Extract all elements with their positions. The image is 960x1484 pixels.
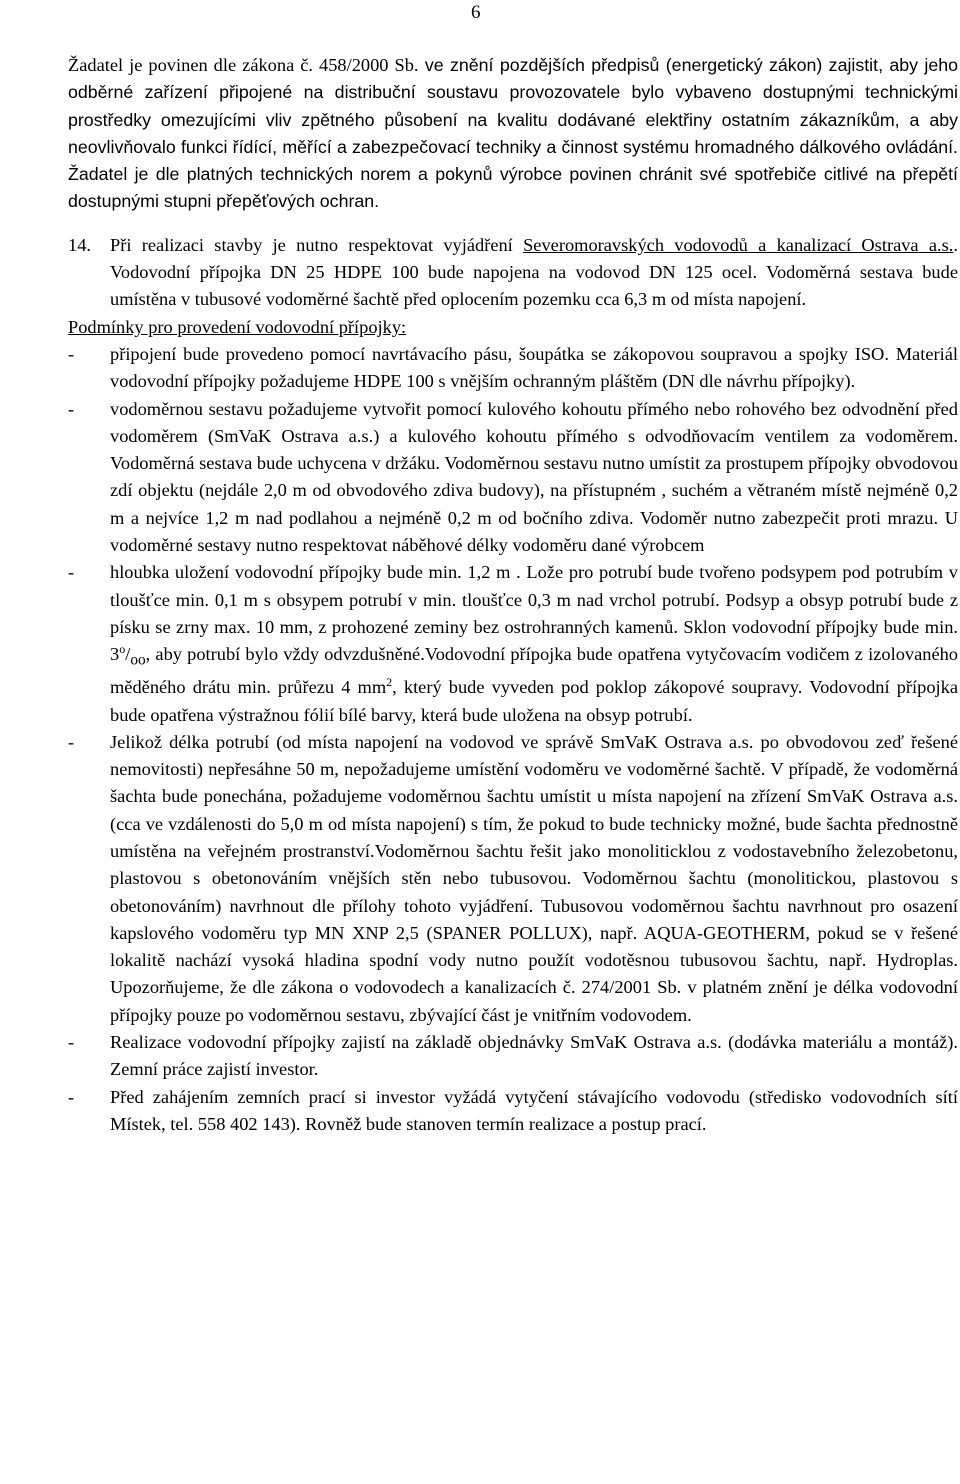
list-item-text: připojení bude provedeno pomocí navrtávacího pásu, šoupátka se zákopovou soupravou a spojky ISO. Materiál vodovodní přípojky požadujeme HDPE 100 s vnějším ochranným pláštěm (DN dle návrhu přípojky). (110, 343, 958, 392)
section-14-text-before: Při realizaci stavby je nutno respektovat vyjádření (110, 234, 524, 255)
intro-paragraph (68, 52, 958, 216)
section-14 (68, 232, 958, 314)
bullet-dash: - (68, 1032, 75, 1053)
text-segment: / (125, 644, 131, 665)
list-item-text: Jelikož délka potrubí (od místa napojení na vodovod ve správě SmVaK Ostrava a.s. po obvodovou zeď řešené nemovitosti) nepřesáhne 50 m, nepožadujeme umístění vodoměru ve vodoměrné šachtě. V případě, že vodoměrná šachta bude ponechána, požadujeme vodoměrnou šachtu umístit u místa napojení na zřízení SmVaK Ostrava a.s. (cca ve vzdálenosti do 5,0 m od místa napojení) s tím, že pokud to bude technicky možné, bude šachta přednostně umístěna na veřejném prostranství.Vodoměrnou šachtu řešit jako monoliticklou z vodostavebního železobetonu, plastovou s obetonováním vnějších stěn nebo tubusovou. Vodoměrnou šachtu (monolitickou, plastovou s obetonováním) navrhnout dle přílohy tohoto vyjádření. Tubusovou vodoměrnou šachtu navrhnout pro osazení kapslového vodoměru typ MN XNP 2,5 (SPANER POLLUX), např. AQUA-GEOTHERM, pokud se v řešené lokalitě nachází vysoká hladina spodní vody nutno použít vodotěsnou tubusovou šachtu, např. Hydroplas. Upozorňujeme, že dle zákona o vodovodech a kanalizacích č. 274/2001 Sb. v platném znění je délka vodovodní přípojky pouze po vodoměrnou sestavu, zbývající část je vnitřním vodovodem. (110, 731, 958, 1025)
bullet-dash: - (68, 343, 75, 364)
list-item-text: vodoměrnou sestavu požadujeme vytvořit pomocí kulového kohoutu přímého nebo rohového bez odvodnění před vodoměrem (SmVaK Ostrava a.s.) a kulového kohoutu přímého s odvodňovacím ventilem za vodoměrem. Vodoměrná sestava bude uchycena v držáku. Vodoměrnou sestavu nutno umístit za prostupem přípojky obvodovou zdí objektu (nejdále 2,0 m od obvodového zdiva budovy), na přístupném , suchém a větraném místě nejméně 0,2 m a nejvíce 1,2 m nad podlahou a nejméně 0,2 m od bočního zdiva. Vodoměr nutno zabezpečit proti mrazu. U vodoměrné sestavy nutno respektovat náběhové délky vodoměru dané výrobcem (110, 398, 958, 556)
intro-lead-text: Žadatel je povinen dle zákona č. 458/2000 Sb. (68, 55, 419, 75)
list-item-text: Před zahájením zemních prací si investor vyžádá vytyčení stávajícího vodovodu (středisko vodovodních sítí Místek, tel. 558 402 143). Rovněž bude stanoven termín realizace a postup prací. (110, 1086, 958, 1134)
superscript: o (119, 642, 126, 657)
list-item (68, 396, 958, 560)
page-number: 6 (471, 2, 481, 23)
list-item (68, 341, 958, 396)
list-item-text (110, 562, 958, 724)
conditions-heading-text: Podmínky pro provedení vodovodní přípojky: (68, 316, 407, 337)
text-segment: , který bude vyveden pod poklop zákopové soupravy. Vodovodní přípojka bude opatřena výstražnou fólií bílé barvy, která bude uložena na obsyp potrubí. (110, 677, 958, 725)
bullet-dash: - (68, 562, 75, 583)
document-body (68, 52, 958, 1138)
section-14-text-after: . Vodovodní přípojka DN 25 HDPE 100 bude napojena na vodovod DN 125 ocel. Vodoměrná sestava bude umístěna v tubusové vodoměrné šachtě před oplocením pozemku cca 6,3 m od místa napojení. (110, 234, 958, 310)
list-item-text: Realizace vodovodní přípojky zajistí na základě objednávky SmVaK Ostrava a.s. (dodávka materiálu a montáž). Zemní práce zajistí investor. (110, 1032, 958, 1080)
text-segment: hloubka uložení vodovodní přípojky bude min. 1,2 m . Lože pro potrubí bude tvořeno podsypem pod potrubím v tloušťce min. 0,1 m s obsypem potrubí v min. tloušťce 0,3 m nad vrchol potrubí. Podsyp a obsyp potrubí bude z písku se zrny max. 10 mm, z prohozené zeminy bez ostrohranných kamenů. Sklon vodovodní přípojky bude min. 3 (110, 562, 958, 665)
intro-body-text: ve znění pozdějších předpisů (energetický zákon) zajistit, aby jeho odběrné zařízení připojené na distribuční soustavu provozovatele bylo vybaveno dostupnými technickými prostředky omezujícími vliv zpětného působení na kvalitu dodávané elektřiny ostatním zákazníkům, a aby neovlivňovalo funkci řídící, měřící a zabezpečovací techniky a činnost systému hromadného dálkového ovládání. Žadatel je dle platných technických norem a pokynů výrobce povinen chránit své spotřebiče citlivé na přepětí dostupnými stupni přepěťových ochran. (68, 55, 959, 212)
subscript: oo (130, 651, 146, 669)
superscript: 2 (386, 675, 393, 690)
bullet-dash: - (68, 1086, 75, 1107)
section-14-text (110, 232, 958, 314)
bullet-dash: - (68, 398, 75, 419)
list-item (68, 729, 958, 1029)
list-item (68, 559, 958, 728)
section-number: 14. (68, 234, 91, 255)
conditions-heading (68, 314, 958, 341)
section-14-company-name: Severomoravských vodovodů a kanalizací Ostrava a.s. (523, 234, 954, 255)
text-segment: , aby potrubí bylo vždy odvzdušněné.Vodovodní přípojka bude opatřena vytyčovacím vodičem z izolovaného měděného drátu min. průřezu 4 mm (110, 644, 958, 698)
conditions-list (68, 341, 958, 1138)
list-item (68, 1084, 958, 1139)
bullet-dash: - (68, 731, 75, 752)
list-item (68, 1029, 958, 1084)
